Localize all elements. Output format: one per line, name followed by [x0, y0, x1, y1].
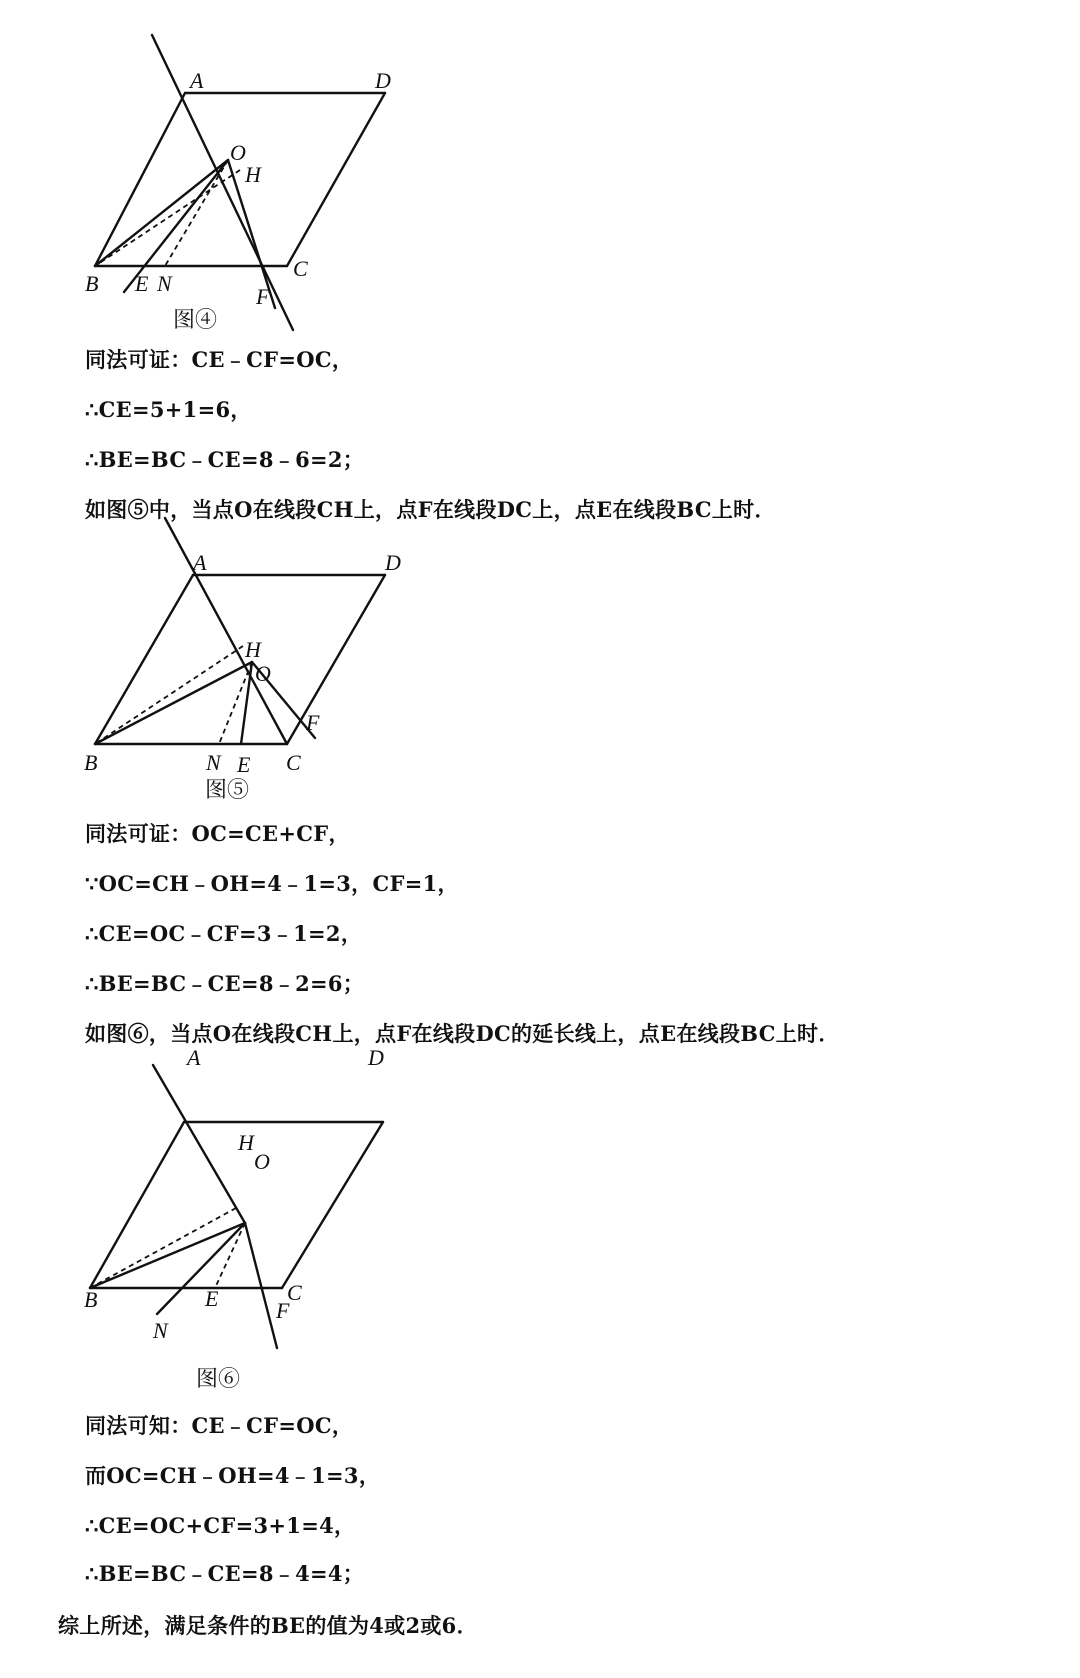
label-H: H: [238, 1130, 254, 1155]
label-N: N: [157, 271, 172, 296]
text-line: ∴BE=BC﹣CE=8﹣2=6；: [85, 971, 365, 996]
label-B: B: [85, 271, 99, 296]
segment-AB: [95, 93, 185, 266]
label-O: O: [255, 661, 271, 686]
line-ON: [157, 1223, 245, 1314]
label-D: D: [385, 550, 401, 575]
line-AC: [165, 518, 287, 744]
segment-DC: [287, 93, 385, 266]
case-description: 如图⑤中，当点O在线段CH上，点F在线段DC上，点E在线段BC上时．: [85, 497, 776, 522]
text-line: ∴CE=OC﹣CF=3﹣1=2，: [85, 921, 363, 946]
label-N: N: [206, 750, 221, 775]
label-E: E: [205, 1286, 219, 1311]
label-A: A: [190, 68, 204, 93]
label-A: A: [187, 1045, 201, 1070]
label-C: C: [287, 1280, 302, 1305]
text-line: 而OC=CH﹣OH=4﹣1=3，: [85, 1463, 381, 1488]
figure-4-caption: 图④: [173, 307, 218, 332]
text-line: ∴CE=5+1=6，: [85, 397, 252, 422]
segment-DC: [282, 1122, 383, 1288]
label-B: B: [84, 1287, 98, 1312]
text-line: 同法可知：CE﹣CF=OC，: [85, 1413, 354, 1438]
label-F: F: [306, 710, 320, 735]
label-F: F: [256, 284, 270, 309]
dashed-BH: [95, 646, 243, 744]
figure-5-caption: 图⑤: [205, 777, 250, 802]
label-H: H: [245, 162, 261, 187]
text-line: ∴BE=BC﹣CE=8﹣6=2；: [85, 447, 365, 472]
segment-OB: [95, 160, 228, 266]
label-O: O: [254, 1149, 270, 1174]
text-line: ∴BE=BC﹣CE=8﹣4=4；: [85, 1561, 365, 1586]
line-AH: [153, 1065, 245, 1223]
segment-OB: [90, 1223, 245, 1288]
label-D: D: [368, 1045, 384, 1070]
figure-5-diagram: [0, 530, 460, 815]
label-E: E: [135, 271, 149, 296]
figure-6-caption: 图⑥: [196, 1366, 241, 1391]
label-D: D: [375, 68, 391, 93]
conclusion: 综上所述，满足条件的BE的值为4或2或6．: [58, 1613, 478, 1638]
text-line: ∴CE=OC+CF=3+1=4，: [85, 1513, 356, 1538]
segment-AB: [90, 1122, 184, 1288]
figure-6-diagram: [0, 1045, 460, 1400]
label-C: C: [293, 256, 308, 281]
label-O: O: [230, 140, 246, 165]
text-line: ∵OC=CH﹣OH=4﹣1=3，CF=1，: [85, 871, 459, 896]
segment-DC: [287, 575, 385, 744]
figure-4-diagram: [0, 0, 460, 330]
label-B: B: [84, 750, 98, 775]
line-OF: [245, 1223, 277, 1348]
figure-6: [0, 1045, 460, 1400]
figure-5: [0, 530, 460, 815]
label-A: A: [193, 550, 207, 575]
dashed-BH: [95, 170, 240, 266]
label-F: F: [276, 1298, 290, 1323]
case-description: 如图⑥，当点O在线段CH上，点F在线段DC的延长线上，点E在线段BC上时．: [85, 1021, 840, 1046]
figure-4: [0, 0, 460, 330]
text-line: 同法可证：OC=CE+CF，: [85, 821, 350, 846]
label-H: H: [245, 637, 261, 662]
dashed-ON: [165, 160, 228, 266]
label-C: C: [286, 750, 301, 775]
label-N: N: [153, 1318, 168, 1343]
label-E: E: [237, 752, 251, 777]
text-line: 同法可证：CE﹣CF=OC，: [85, 347, 354, 372]
